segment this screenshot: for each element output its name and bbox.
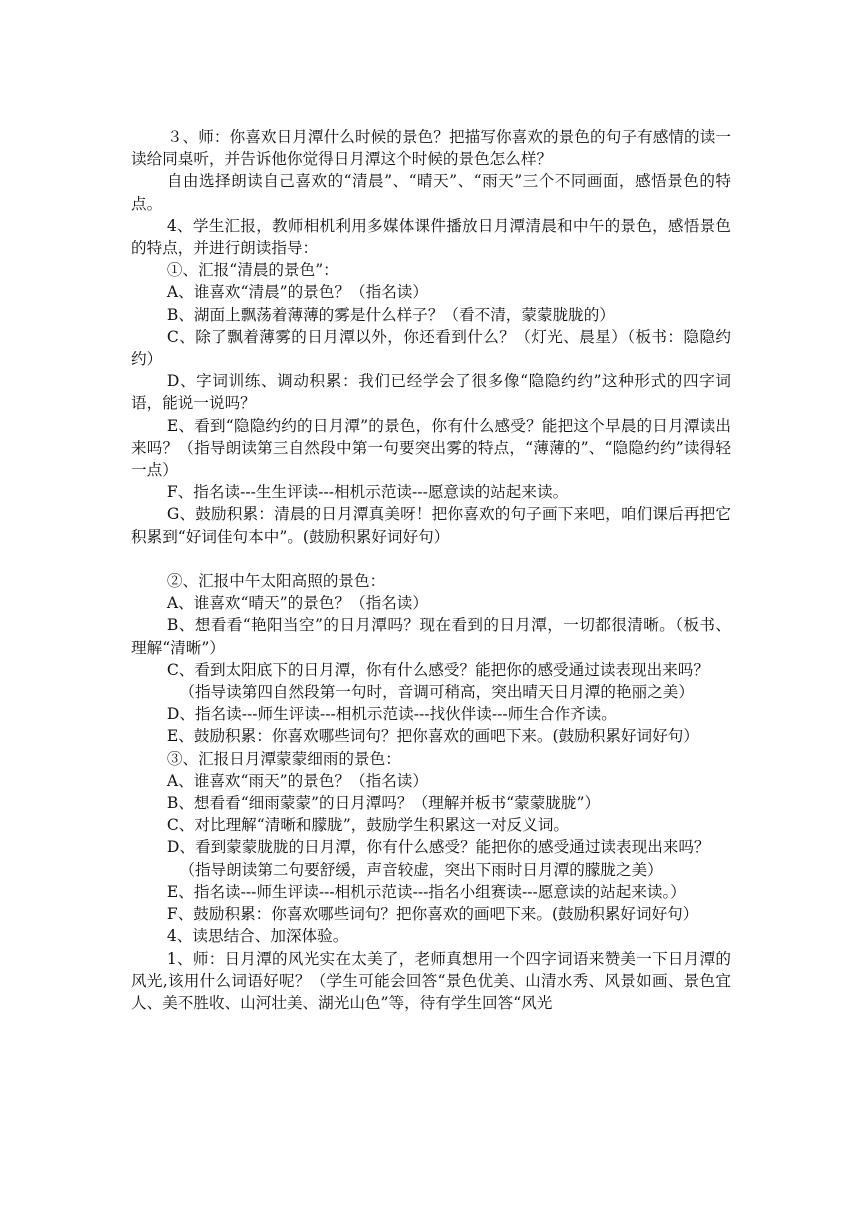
document-page xyxy=(131,126,731,1014)
paragraph: A、谁喜欢“晴天”的景色？（指名读） xyxy=(166,594,428,613)
paragraph: C、除了飘着薄雾的日月潭以外，你还看到什么？（灯光、晨星）（板书：隐隐约约） xyxy=(131,327,731,369)
paragraph: D、字词训练、调动积累：我们已经学会了很多像“隐隐约约”这种形式的四字词语，能说一说吗？ xyxy=(131,372,731,413)
paragraph: ３、师：你喜欢日月潭什么时候的景色？把描写你喜欢的景色的句子有感情的读一读给同桌听，并告诉他你觉得日月潭这个时候的景色怎么样？ xyxy=(131,128,731,169)
paragraph: B、想看看“细雨蒙蒙”的日月潭吗？（理解并板书“蒙蒙胧胧”） xyxy=(166,794,601,813)
paragraph: E、鼓励积累：你喜欢哪些词句？把你喜欢的画吧下来。(鼓励积累好词好句） xyxy=(166,727,699,746)
paragraph: B、想看看“艳阳当空”的日月潭吗？现在看到的日月潭，一切都很清晰。（板书、理解“清晰”） xyxy=(131,616,731,657)
paragraph: （指导朗读第二句要舒缓，声音较虚，突出下雨时日月潭的朦胧之美） xyxy=(179,860,663,879)
paragraph: ③、汇报日月潭蒙蒙细雨的景色： xyxy=(166,749,401,768)
paragraph: G、鼓励积累：清晨的日月潭真美呀！把你喜欢的句子画下来吧，咱们课后再把它积累到“好词佳句本中”。(鼓励积累好词好句） xyxy=(131,505,731,546)
paragraph: C、看到太阳底下的日月潭，你有什么感受？能把你的感受通过读表现出来吗？ xyxy=(166,660,709,679)
paragraph: F、指名读---生生评读---相机示范读---愿意读的站起来读。 xyxy=(166,483,569,502)
paragraph: D、看到蒙蒙胧胧的日月潭，你有什么感受？能把你的感受通过读表现出来吗？ xyxy=(166,838,710,857)
paragraph: 1、师：日月潭的风光实在太美了，老师真想用一个四字词语来赞美一下日月潭的风光,该用什么词语好呢？（学生可能会回答“景色优美、山清水秀、风景如画、景色宜人、美不胜收、山河壮美、湖光山色”等，待有学生回答“风光 xyxy=(131,949,731,1012)
paragraph: B、湖面上飘荡着薄薄的雾是什么样子？（看不清，蒙蒙胧胧的） xyxy=(166,305,615,324)
paragraph: E、看到“隐隐约约的日月潭”的景色，你有什么感受？能把这个早晨的日月潭读出来吗？（指导朗读第三自然段中第一句要突出雾的特点，“薄薄的”、“隐隐约约”读得轻一点） xyxy=(131,416,731,480)
paragraph: C、对比理解“清晰和朦胧”，鼓励学生积累这一对反义词。 xyxy=(166,816,570,835)
paragraph: D、指名读---师生评读---相机示范读---找伙伴读---师生合作齐读。 xyxy=(166,705,617,724)
blank-line xyxy=(131,548,731,570)
paragraph: F、鼓励积累：你喜欢哪些词句？把你喜欢的画吧下来。(鼓励积累好词好句） xyxy=(166,905,699,924)
paragraph: 自由选择朗读自己喜欢的“清晨”、“晴天”、“雨天”三个不同画面，感悟景色的特点。 xyxy=(131,172,731,213)
paragraph: E、指名读---师生评读---相机示范读---指名小组赛读---愿意读的站起来读。） xyxy=(166,882,686,901)
paragraph: A、谁喜欢“清晨”的景色？（指名读） xyxy=(166,283,428,302)
paragraph: A、谁喜欢“雨天”的景色？（指名读） xyxy=(166,771,428,790)
paragraph: ②、汇报中午太阳高照的景色： xyxy=(166,572,386,591)
paragraph: 4、学生汇报，教师相机利用多媒体课件播放日月潭清晨和中午的景色，感悟景色的特点，并进行朗读指导： xyxy=(131,216,731,258)
paragraph: 4、读思结合、加深体验。 xyxy=(166,927,349,946)
paragraph: （指导读第四自然段第一句时，音调可稍高，突出晴天日月潭的艳丽之美） xyxy=(179,683,694,702)
paragraph: ①、汇报“清晨的景色”： xyxy=(166,261,339,280)
